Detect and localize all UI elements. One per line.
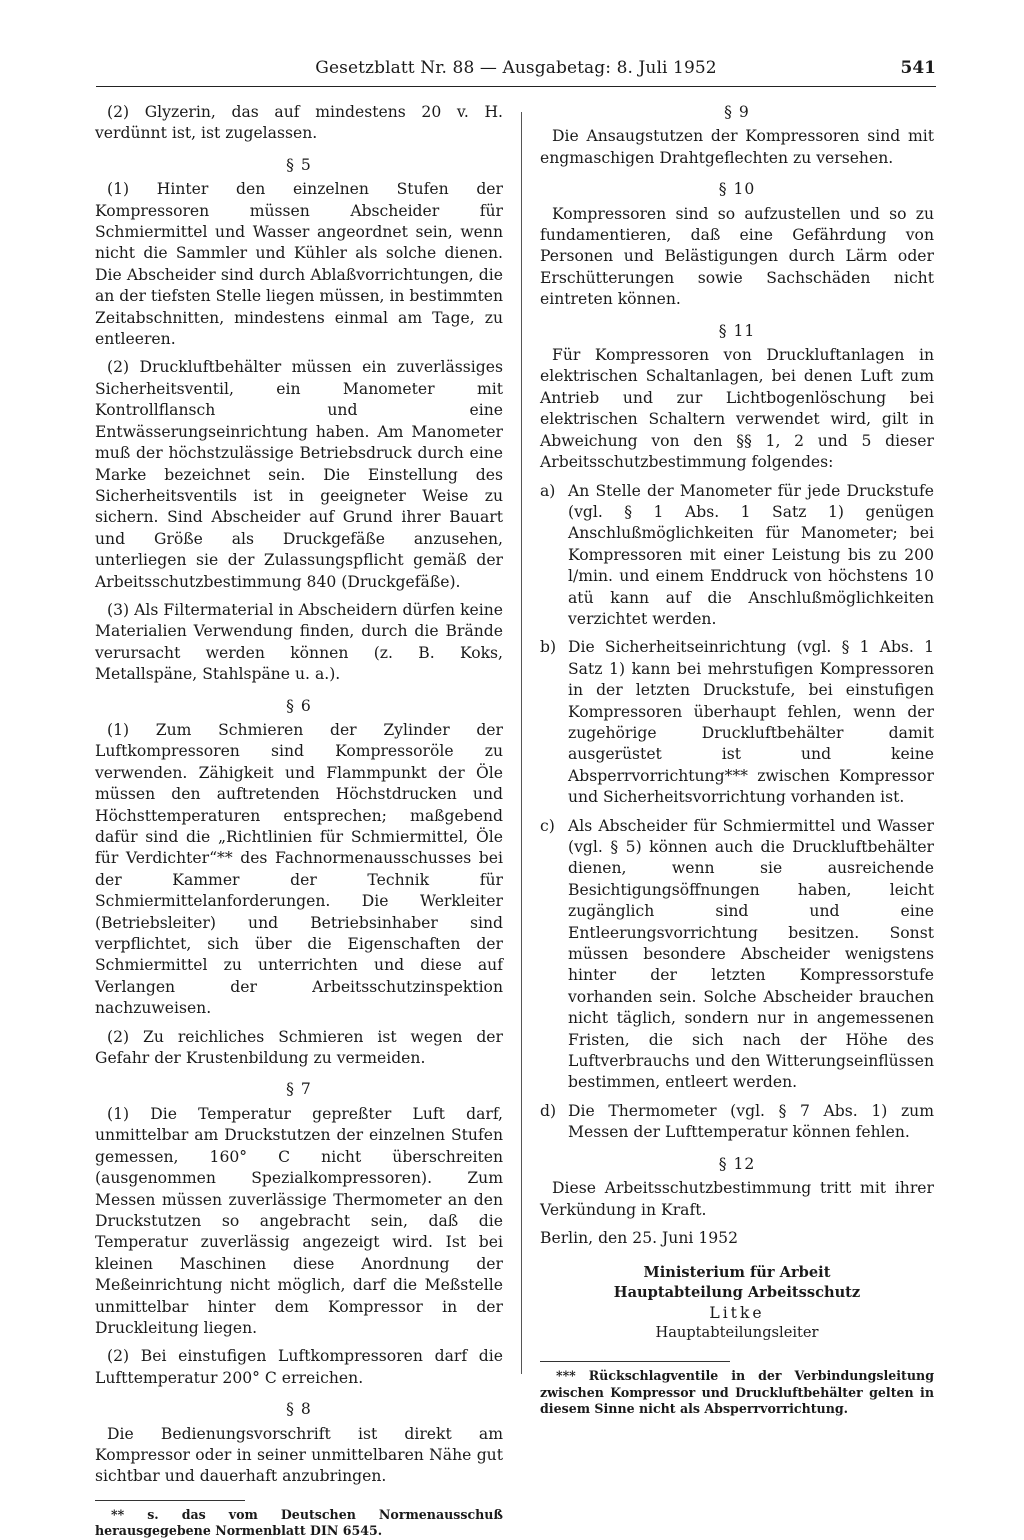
footnote-din: ** s. das vom Deutschen Normenausschuß herausgegebene Normenblatt DIN 6545. [95,1506,503,1539]
place-date: Berlin, den 25. Juni 1952 [540,1228,739,1247]
section-5-paragraph-2: (2) Druckluftbehälter müssen ein zuverlässiges Sicherheitsventil, ein Manometer mit Kontrollflansch und eine Entwässerungseinrichtung haben. Am Manometer muß der höchstzulässige Betriebsdruck durch eine Marke bezeichnet sein. Die Einstellung des Sicherheitsventils ist in geeigneter Weise zu sichern. Sind Abscheider auf Grund ihrer Bauart und Größe als Druckgefäße anzusehen, unterliegen sie der Zulassungspflicht gemäß der Arbeitsschutzbestimmung 840 (Druckgefäße). [95,358,503,591]
section-10-paragraph-1: Kompressoren sind so aufzustellen und so zu fundamentieren, daß eine Gefährdung von Personen und Belästigungen durch Lärm oder Erschütterungen sowie Sachschäden nicht eintreten können. [540,204,934,309]
list-item-text: Die Sicherheitseinrichtung (vgl. § 1 Abs. 1 Satz 1) kann bei mehrstufigen Kompressoren in der letzten Druckstufe, bei einstufigen Kompressoren überhaupt fehlen, wenn der zugehörige Druckluftbehälter damit ausgerüstet ist und keine Absperrvorrichtung*** zwischen Kompressor und Sicherheitsvorrichtung vorhanden ist. [568,638,934,807]
footnote-rule [540,1361,730,1362]
header-title: Gesetzblatt Nr. 88 — Ausgabetag: 8. Juli 1952 [315,58,717,78]
signature-ministry: Ministerium für Arbeit [643,1264,831,1282]
page-header [96,56,936,87]
list-item-label: b) [540,638,557,657]
section-6-paragraph-1: (1) Zum Schmieren der Zylinder der Luftkompressoren sind Kompressoröle zu verwenden. Zähigkeit und Flammpunkt der Öle müssen den auftretenden Höchstdrucken und Höchsttemperaturen entsprechen; maßgebend dafür sind die „Richtlinien für Schmiermittel, Öle für Verdichter“** des Fachnormenausschusses bei der Kammer der Technik für Schmiermittelanforderungen. Die Werkleiter (Betriebsleiter) und Betriebsinhaber sind verpflichtet, sich über die Eigenschaften der Schmiermittel zu unterrichten und diese auf Verlangen der Arbeitsschutzinspektion nachzuweisen. [95,720,503,1018]
section-heading-6: § 6 [286,696,312,715]
section-heading-5: § 5 [286,155,312,174]
section-11-paragraph-1: Für Kompressoren von Druckluftanlagen in elektrischen Schaltanlagen, bei denen Luft zum Antrieb und zur Lichtbogenlöschung bei elektrischen Schaltern verwendet wird, gilt in Abweichung von den §§ 1, 2 und 5 dieser Arbeitsschutzbestimmung folgendes: [540,346,934,472]
paragraph-glyzerin: (2) Glyzerin, das auf mindestens 20 v. H. verdünnt ist, ist zugelassen. [95,103,503,143]
list-item [540,816,934,1094]
section-heading-8: § 8 [286,1400,312,1419]
section-heading-10: § 10 [718,180,756,199]
footnote-rueckschlagventile: *** Rückschlagventile in der Verbindungsleitung zwischen Kompressor und Druckluftbehälter gelten in diesem Sinne nicht als Absperrvorrichtung. [540,1368,934,1417]
footnote-rule [95,1500,245,1501]
list-item-label: a) [540,481,556,500]
section-9-paragraph-1: Die Ansaugstutzen der Kompressoren sind mit engmaschigen Drahtgeflechten zu versehen. [540,127,934,167]
list-item [540,1101,934,1144]
list-item-text: Als Abscheider für Schmiermittel und Wasser (vgl. § 5) können auch die Druckluftbehälter dienen, wenn sie ausreichende Besichtigungsöffnungen haben, leicht zugänglich sind und eine Entleerungsvorrichtung besitzen. Sonst müssen besondere Abscheider wenigstens hinter der letzten Kompressorstufe vorhanden sein. Solche Abscheider brauchen nicht täglich, sondern nur in angemessenen Fristen, die sich nach der Höhe des Luftverbrauchs und den Witterungseinflüssen bestimmen, entleert werden. [568,816,934,1092]
section-7-paragraph-2: (2) Bei einstufigen Luftkompressoren darf die Lufttemperatur 200° C erreichen. [95,1347,503,1387]
column-divider [521,112,522,1374]
list-item-text: An Stelle der Manometer für jede Druckstufe (vgl. § 1 Abs. 1 Satz 1) genügen Anschlußmöglichkeiten für Manometer; bei Kompressoren mit einer Leistung bis zu 200 l/min. und einem Enddruck von höchstens 10 atü kann auf die Anschlußmöglichkeiten verzichtet werden. [568,481,934,628]
list-item [540,481,934,631]
list-item-text: Die Thermometer (vgl. § 7 Abs. 1) zum Messen der Lufttemperatur können fehlen. [568,1101,934,1142]
signature-name: Litke [709,1304,765,1323]
section-5-paragraph-1: (1) Hinter den einzelnen Stufen der Kompressoren müssen Abscheider für Schmiermittel und Wasser angeordnet sein, wenn nicht die Sammler und Kühler als solche dienen. Die Abscheider sind durch Ablaßvorrichtungen, die an der tiefsten Stelle liegen müssen, in bestimmten Zeitabschnitten, mindestens einmal am Tage, zu entleeren. [95,180,504,349]
section-heading-12: § 12 [718,1154,756,1173]
list-item [540,637,934,808]
section-11-list [540,481,934,1144]
section-8-paragraph-1: Die Bedienungsvorschrift ist direkt am Kompressor oder in seiner unmittelbaren Nähe gut sichtbar und dauerhaft anzubringen. [95,1424,503,1486]
signature-title: Hauptabteilungsleiter [655,1324,819,1342]
section-heading-11: § 11 [718,321,756,340]
section-heading-9: § 9 [724,103,750,121]
left-column [95,102,503,1540]
right-column [540,102,934,1418]
signature-block [540,1263,934,1343]
signature-department: Hauptabteilung Arbeitsschutz [613,1284,861,1302]
section-5-paragraph-3: (3) Als Filtermaterial in Abscheidern dürfen keine Materialien Verwendung finden, durch die Brände verursacht werden können (z. B. Koks, Metallspäne, Stahlspäne u. a.). [95,600,503,684]
section-12-paragraph-1: Diese Arbeitsschutzbestimmung tritt mit ihrer Verkündung in Kraft. [540,1179,934,1219]
section-heading-7: § 7 [286,1080,312,1099]
section-6-paragraph-2: (2) Zu reichliches Schmieren ist wegen der Gefahr der Krustenbildung zu vermeiden. [95,1027,503,1068]
list-item-label: c) [540,816,555,835]
list-item-label: d) [540,1101,557,1120]
page-number: 541 [900,58,936,78]
section-7-paragraph-1: (1) Die Temperatur gepreßter Luft darf, unmittelbar am Druckstutzen der einzelnen Stufen gemessen, 160° C nicht überschreiten (ausgenommen Spezialkompressoren). Zum Messen müssen zuverlässige Thermometer an den Druckstutzen so angebracht sein, daß die Temperatur zuverlässig angezeigt wird. Ist bei kleinen Maschinen diese Anordnung der Meßeinrichtung nicht möglich, darf die Meßstelle unmittelbar hinter dem Kompressor in der Druckleitung liegen. [95,1104,503,1337]
